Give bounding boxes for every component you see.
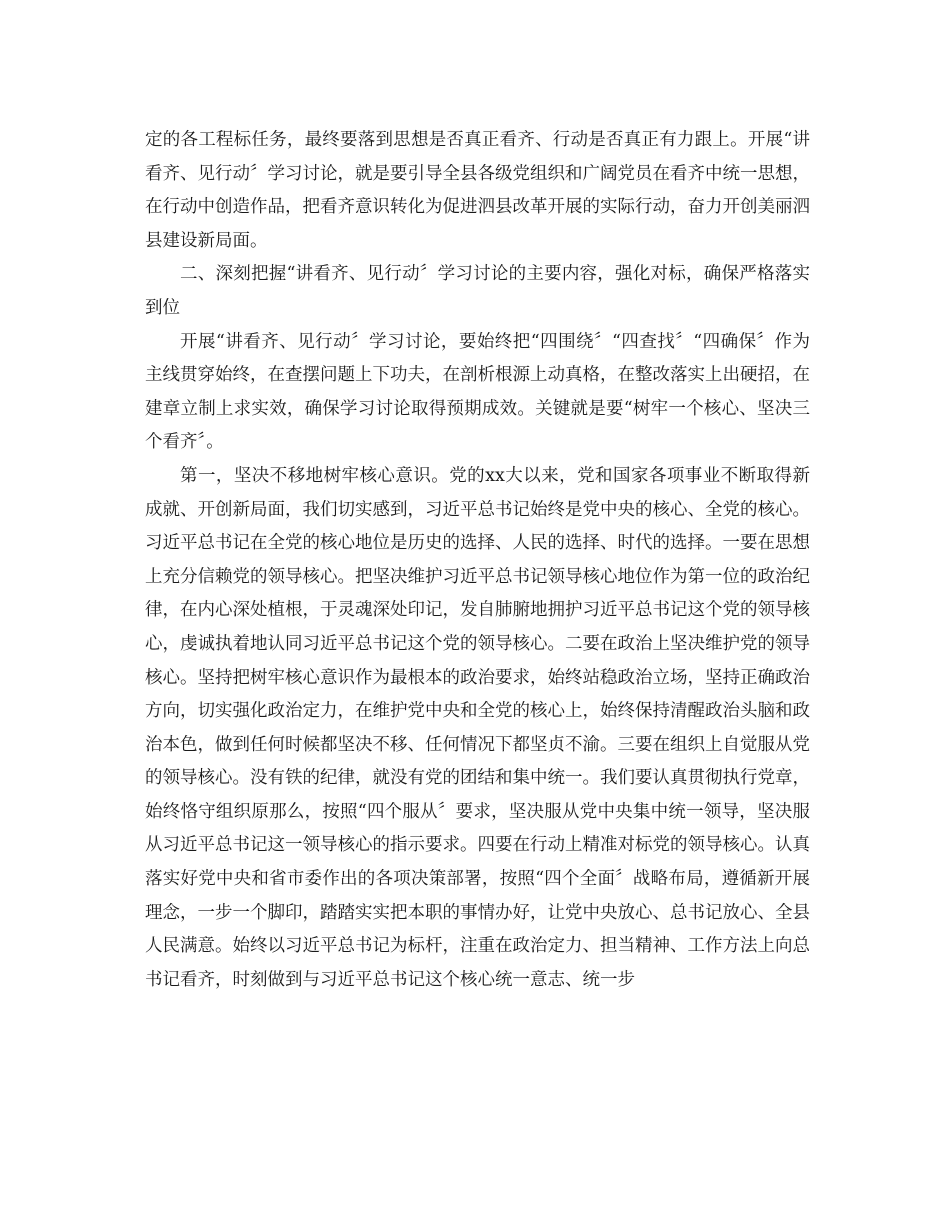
paragraph-body: 开展“讲看齐、见行动〞学习讨论，要始终把“四围绕〞“四查找〞“四确保〞作为主线贯穿始终，在查摆问题上下功夫，在剖析根源上动真格，在整改落实上出硬招，在建章立制上求实效，确保学习讨论取得预期成效。关键就是要“树牢一个核心、坚决三个看齐〞。: [145, 331, 810, 453]
paragraph-body: 第一，坚决不移地树牢核心意识。党的xx大以来，党和国家各项事业不断取得新成就、开创新局面，我们切实感到，习近平总书记始终是党中央的核心、全党的核心。习近平总书记在全党的核心地位是历史的选择、人民的选择、时代的选择。一要在思想上充分信赖党的领导核心。把坚决维护习近平总书记领导核心地位作为第一位的政治纪律，在内心深处植根，于灵魂深处印记，发自肺腑地拥护习近平总书记这个党的领导核心，虔诚执着地认同习近平总书记这个党的领导核心。二要在政治上坚决维护党的领导核心。坚持把树牢核心意识作为最根本的政治要求，始终站稳政治立场，坚持正确政治方向，切实强化政治定力，在维护党中央和全党的核心上，始终保持清醒政治头脑和政治本色，做到任何时候都坚决不移、任何情况下都坚贞不渝。三要在组织上自觉服从党的领导核心。没有铁的纪律，就没有党的团结和集中统一。我们要认真贯彻执行党章，始终恪守组织原那么，按照“四个服从〞要求，坚决服从党中央集中统一领导，坚决服从习近平总书记这一领导核心的指示要求。四要在行动上精准对标党的领导核心。认真落实好党中央和省市委作出的各项决策部署，按照“四个全面〞战略布局，遵循新开展理念，一步一个脚印，踏踏实实把本职的事情办好，让党中央放心、总书记放心、全县人民满意。始终以习近平总书记为标杆，注重在政治定力、担当精神、工作方法上向总书记看齐，时刻做到与习近平总书记这个核心统一意志、统一步: [145, 465, 810, 990]
section-heading: 二、深刻把握“讲看齐、见行动〞学习讨论的主要内容，强化对标，确保严格落实到位: [145, 264, 810, 318]
paragraph-continuation: 定的各工程标任务，最终要落到思想是否真正看齐、行动是否真正有力跟上。开展“讲看齐、见行动〞学习讨论，就是要引导全县各级党组织和广阔党员在看齐中统一思想，在行动中创造作品，把看齐意识转化为促进泗县改革开展的实际行动，奋力开创美丽泗县建设新局面。: [145, 130, 810, 251]
document-body: [145, 124, 810, 997]
